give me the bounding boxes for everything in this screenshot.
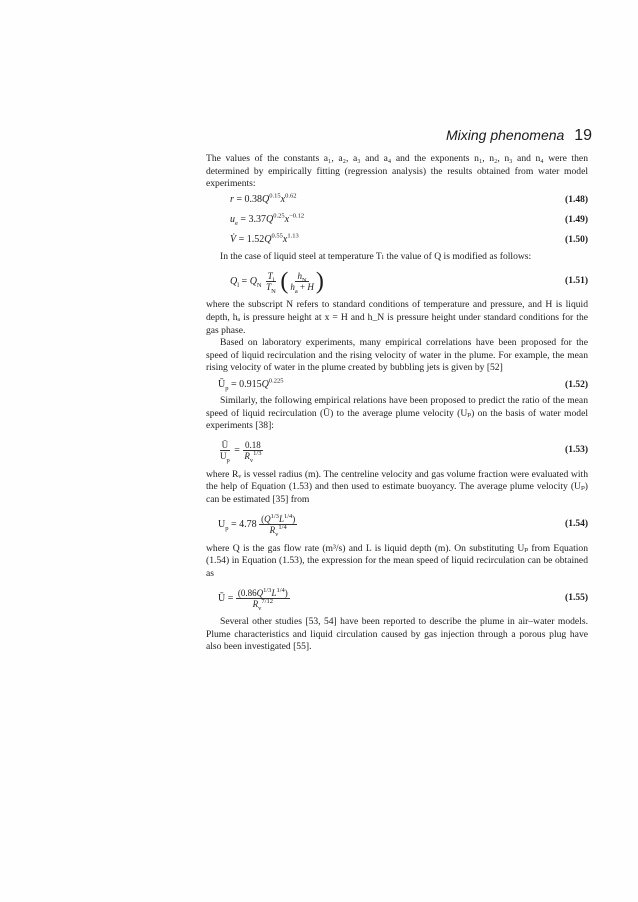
equation-1-51: $Q_l = Q_N$ $\frac{T_l}{T_N}$ ( $\frac{h_N}{h_a + H}$ ) (1.51)	[230, 268, 588, 295]
equation-1-52: $Ū_p = 0.915Q^{0.225}$ (1.52)	[218, 377, 588, 392]
paragraph-liquid-steel: In the case of liquid steel at temperature Tₗ the value of Q is modified as follows:	[220, 250, 532, 262]
page-body	[206, 153, 588, 654]
running-title: Mixing phenomena	[446, 127, 565, 143]
paragraph-subscript: where the subscript N refers to standard conditions of temperature and pressure, and H is liquid depth, hₐ is pressure height at x = H and h_N is pressure height under standard conditions for the gas phase.	[206, 299, 588, 336]
equation-1-48: $r = 0.38Q^{0.15}x^{0.62}$ (1.48)	[230, 193, 588, 206]
equation-number: (1.51)	[565, 276, 588, 287]
equation-1-55: Ū = $\frac{(0.86Q^{1/3}L^{1/4})}{R_v^{7/12}}$ (1.55)	[218, 586, 588, 612]
paragraph-gas-flow-rate: where Q is the gas flow rate (m³/s) and L is liquid depth (m). On substituting Uₚ from Equation (1.54) in Equation (1.53), the expression for the mean speed of liquid recirculation can be obtained as	[206, 542, 588, 579]
paragraph-vessel-radius: where Rᵥ is vessel radius (m). The centreline velocity and gas volume fraction were evaluated with the help of Equation (1.53) and then used to estimate buoyancy. The average plume velocity (Uₚ) can be estimated [35] from	[206, 468, 588, 505]
paragraph-other-studies: Several other studies [53, 54] have been reported to describe the plume in air–water models. Plume characteristics and liquid circulation caused by gas injection through a porous plug have also been investigated [55].	[206, 616, 588, 653]
equation-number: (1.52)	[565, 379, 588, 390]
equation-number: (1.49)	[565, 215, 588, 226]
paragraph-laboratory: Based on laboratory experiments, many empirical correlations have been proposed for the speed of liquid recirculation and the rising velocity of water in the plume. For example, the mean rising velocity of water in the plume created by bubbling jets is given by [52]	[206, 337, 588, 374]
paragraph-similarly: Similarly, the following empirical relations have been proposed to predict the ratio of the mean speed of liquid recirculation (Ū) to the average plume velocity (Uₚ) on the basis of water model experiments [38]:	[206, 394, 588, 432]
paragraph-constants: The values of the constants a₁, a₂, a₃ and a₄ and the exponents n₁, n₂, n₃ and n₄ were then determined by empirically fitting (regression analysis) the results obtained from water model experiments:	[206, 153, 588, 190]
page-number: 19	[574, 127, 592, 144]
equation-number: (1.48)	[565, 195, 588, 206]
equation-number: (1.53)	[565, 445, 588, 456]
equation-1-50: V̇ = $1.52Q^{0.55}x^{1.13}$ (1.50)	[230, 233, 588, 246]
equation-1-49: $u_e = 3.37Q^{0.25}x^{-0.12}$ (1.49)	[230, 213, 588, 228]
equation-number: (1.54)	[565, 519, 588, 530]
equation-1-54: $U_p = 4.78$ $\frac{(Q^{1/3}L^{1/4})}{R_v^{1/4}}$ (1.54)	[218, 513, 588, 538]
page-header	[446, 127, 592, 145]
equation-number: (1.50)	[565, 235, 588, 246]
equation-number: (1.55)	[565, 592, 588, 603]
equation-1-53: $\frac{Ū}{U_p}$ = $\frac{0.18}{R_v^{1/3}}$ (1.53)	[220, 440, 588, 465]
